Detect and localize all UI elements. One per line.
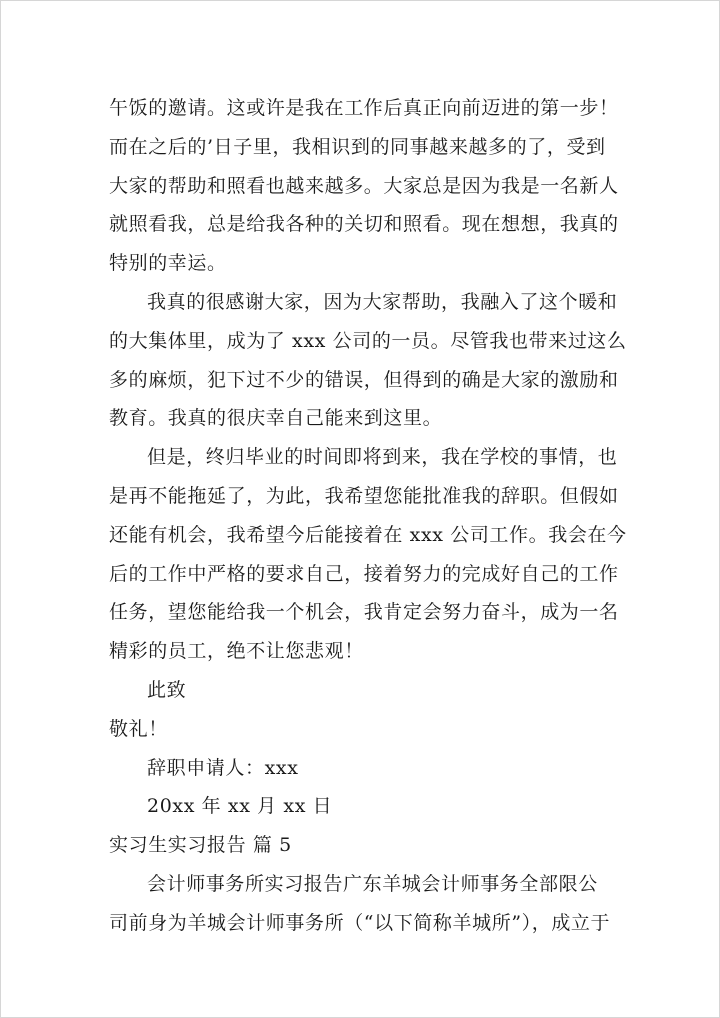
text-line: 就照看我，总是给我各种的关切和照看。现在想想，我真的 [109,213,619,236]
text-line: 教育。我真的很庆幸自己能来到这里。 [109,407,443,430]
text-line: 是再不能拖延了，为此，我希望您能批准我的辞职。但假如 [109,484,619,507]
paragraph-first-line: 会计师事务所实习报告广东羊城会计师事务全部限公 [147,872,598,895]
text-line: 午饭的邀请。这或许是我在工作后真正向前迈进的第一步！ [109,97,619,119]
text-line: 大家的帮助和照看也越来越多。大家总是因为我是一名新人 [109,174,619,197]
text-line: 后的工作中严格的要求自己，接着努力的完成好自己的工作 [109,562,619,585]
text-line: 司前身为羊城会计师事务所（“以下简称羊城所”），成立于 [109,911,611,934]
text-line: 而在之后的’日子里，我相识到的同事越来越多的了，受到 [109,135,606,158]
applicant-signature: 辞职申请人：xxx [147,756,299,779]
salutation: 敬礼！ [109,717,168,740]
section-heading: 实习生实习报告 篇 5 [109,834,292,857]
text-line: 任务，望您能给我一个机会，我肯定会努力奋斗，成为一名 [109,601,619,624]
paragraph-first-line: 但是，终归毕业的时间即将到来，我在学校的事情，也 [147,446,618,469]
date-line: 20xx 年 xx 月 xx 日 [147,795,333,818]
text-line: 的大集体里，成为了 xxx 公司的一员。尽管我也带来过这么 [109,329,627,352]
paragraph-first-line: 我真的很感谢大家，因为大家帮助，我融入了这个暖和 [147,290,618,313]
text-line: 还能有机会，我希望今后能接着在 xxx 公司工作。我会在今 [109,523,627,546]
text-line: 特别的幸运。 [109,252,227,275]
document-body [109,89,629,943]
text-line: 多的麻烦，犯下过不少的错误，但得到的确是大家的激励和 [109,368,619,391]
closing-phrase: 此致 [147,678,187,701]
text-line: 精彩的员工，绝不让您悲观！ [109,640,364,663]
